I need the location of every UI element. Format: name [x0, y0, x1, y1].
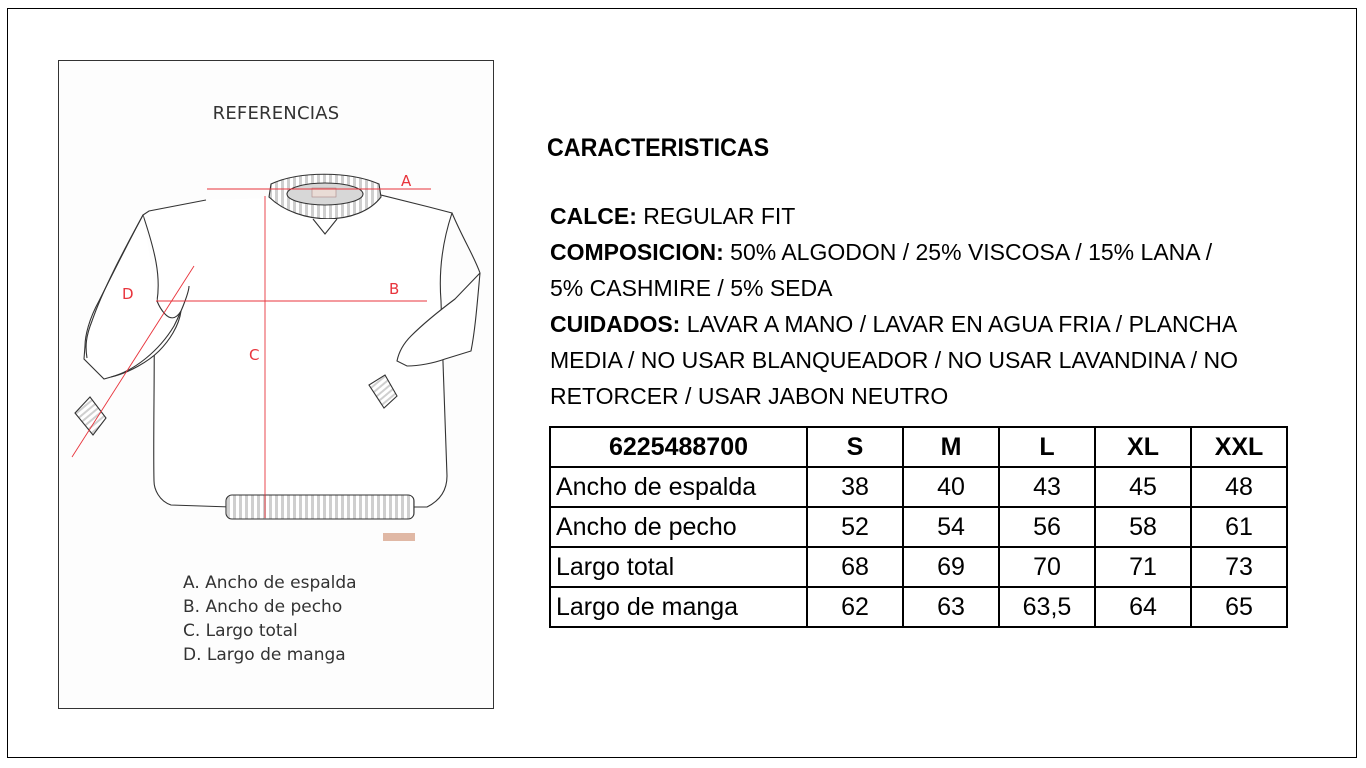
- cell: 63,5: [999, 587, 1095, 627]
- cuidados-value: LAVAR A MANO / LAVAR EN AGUA FRIA / PLANCHA: [680, 311, 1238, 337]
- cell: 43: [999, 467, 1095, 507]
- cell: 40: [903, 467, 999, 507]
- cell: 73: [1191, 547, 1287, 587]
- size-header: XXL: [1191, 427, 1287, 467]
- legend-item-a: A. Ancho de espalda: [183, 573, 357, 593]
- cell: 68: [807, 547, 903, 587]
- cell: 71: [1095, 547, 1191, 587]
- legend-item-b: B. Ancho de pecho: [183, 597, 343, 617]
- row-label: Ancho de espalda: [550, 467, 807, 507]
- size-header: L: [999, 427, 1095, 467]
- composicion-line: [550, 234, 1290, 270]
- size-header: M: [903, 427, 999, 467]
- cell: 45: [1095, 467, 1191, 507]
- calce-label: CALCE:: [550, 203, 637, 229]
- cell: 56: [999, 507, 1095, 547]
- composicion-line-2: 5% CASHMIRE / 5% SEDA: [550, 275, 833, 301]
- cell: 61: [1191, 507, 1287, 547]
- cell: 38: [807, 467, 903, 507]
- cell: 63: [903, 587, 999, 627]
- marker-a: A: [401, 172, 412, 190]
- cell: 70: [999, 547, 1095, 587]
- cell: 58: [1095, 507, 1191, 547]
- size-header: XL: [1095, 427, 1191, 467]
- cell: 52: [807, 507, 903, 547]
- cell: 62: [807, 587, 903, 627]
- table-row: [550, 467, 1287, 507]
- references-title: REFERENCIAS: [212, 103, 340, 124]
- marker-b: B: [389, 280, 400, 298]
- characteristics-body: [550, 198, 1290, 414]
- cell: 54: [903, 507, 999, 547]
- composicion-value: 50% ALGODON / 25% VISCOSA / 15% LANA /: [723, 239, 1213, 265]
- product-code: 6225488700: [550, 427, 807, 467]
- table-row: [550, 507, 1287, 547]
- cuidados-label: CUIDADOS:: [550, 311, 681, 337]
- size-header: S: [807, 427, 903, 467]
- references-panel: [58, 60, 494, 709]
- table-row: [550, 547, 1287, 587]
- characteristics-title: CARACTERISTICAS: [547, 134, 770, 162]
- cuidados-line: [550, 306, 1290, 342]
- cell: 69: [903, 547, 999, 587]
- table-header-row: [550, 427, 1287, 467]
- legend-item-c: C. Largo total: [183, 621, 298, 641]
- row-label: Ancho de pecho: [550, 507, 807, 547]
- composicion-label: COMPOSICION:: [550, 239, 724, 265]
- row-label: Largo total: [550, 547, 807, 587]
- cuidados-line-2: MEDIA / NO USAR BLANQUEADOR / NO USAR LAVANDINA / NO: [550, 347, 1239, 373]
- cuidados-line-3: RETORCER / USAR JABON NEUTRO: [550, 383, 949, 409]
- marker-c: C: [249, 346, 260, 364]
- legend-item-d: D. Largo de manga: [183, 645, 346, 665]
- marker-d: D: [122, 285, 134, 303]
- cell: 65: [1191, 587, 1287, 627]
- size-table: [549, 426, 1288, 628]
- cell: 64: [1095, 587, 1191, 627]
- cell: 48: [1191, 467, 1287, 507]
- references-legend: [183, 571, 357, 667]
- calce-value: REGULAR FIT: [636, 203, 796, 229]
- row-label: Largo de manga: [550, 587, 807, 627]
- calce-line: [550, 198, 1290, 234]
- table-row: [550, 587, 1287, 627]
